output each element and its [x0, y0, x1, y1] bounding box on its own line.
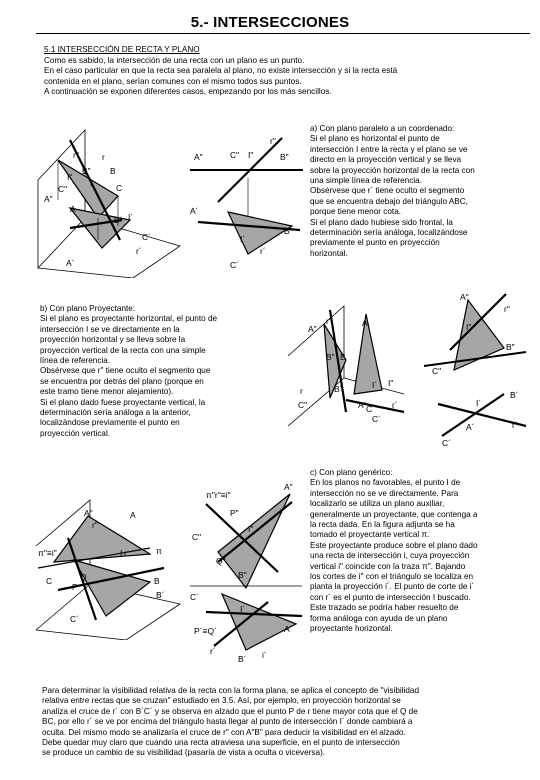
case-c-line: planta la proyección i´. El punto de corte de i´ — [310, 582, 475, 592]
fig1-label: C — [116, 183, 123, 193]
fig1-label: C´ — [142, 232, 151, 242]
intro-line: contenida en el plano, serían comunes con el mismo todos sus puntos. — [44, 76, 302, 86]
fig3-label: A´ — [358, 400, 367, 410]
intro-line: En el caso particular en que la recta sea paralela al plano, no existe intersección y si la recta está — [44, 66, 398, 76]
case-c-line: generalmente un proyectante, que contenga a — [310, 509, 478, 519]
fig2-label: C" — [230, 150, 240, 160]
intro-paragraph — [44, 56, 397, 98]
case-a-line: Si el plano dado hubiese sido frontal, la — [310, 217, 453, 227]
page-title: 5.- INTERSECCIONES — [190, 14, 350, 31]
fig4-label: C´ — [442, 438, 451, 448]
fig6-label: π"r"≡i" — [206, 490, 231, 500]
fig4-label: I" — [466, 322, 472, 332]
case-c-line: la recta dada. En la figura adjunta se ha — [310, 520, 455, 530]
case-b-line: proyección vertical de la recta con una simple — [40, 345, 206, 355]
fig1-label: I´ — [128, 212, 134, 222]
figure-2-dihedral-horizontal-plane — [188, 130, 310, 280]
fig3-label: I´ — [372, 380, 378, 390]
fig5-label: A — [130, 510, 136, 520]
fig5-label: B — [154, 576, 160, 586]
fig6-label: B´ — [238, 654, 247, 664]
case-b-line: proyección horizontal y se lleva sobre la — [40, 335, 186, 345]
fig5-label: A" — [84, 508, 93, 518]
fig2-label: C´ — [230, 260, 239, 270]
section-heading: 5.1 INTERSECCIÓN DE RECTA Y PLANO — [44, 45, 200, 54]
case-b-text — [40, 304, 217, 439]
fig4-label: A´ — [466, 422, 475, 432]
fig3-label: A — [362, 318, 368, 328]
closing-line: Debe quedar muy claro que cuando una recta atraviesa una superficie, en el punto de intersección — [42, 738, 400, 748]
fig1-label: A" — [44, 194, 53, 204]
fig6-label: A" — [284, 482, 293, 492]
fig3-label: C — [366, 404, 373, 414]
case-c-heading: c) Con plano genérico: — [310, 468, 393, 477]
fig6-label: C´ — [190, 592, 199, 602]
figure-1-isometric-horizontal-plane — [30, 128, 190, 278]
case-c-line: localizarlo se utiliza un plano auxiliar, — [310, 499, 445, 509]
case-c-line: Este trazado se podría haber resuelto de — [310, 603, 459, 613]
case-a-line: Si el plano es horizontal el punto de — [310, 134, 440, 144]
fig6-label: A´ — [284, 624, 293, 634]
fig2-label: B" — [280, 152, 289, 162]
case-c-line: intersección no se ve directamente. Para — [310, 488, 459, 498]
fig4-label: B" — [506, 342, 515, 352]
fig1-label: r — [102, 152, 105, 162]
fig2-label: r" — [270, 136, 276, 146]
fig6-label: Q" — [216, 556, 226, 566]
fig1-label: B — [110, 166, 116, 176]
case-c-line: Este proyectante produce sobre el plano dado — [310, 540, 478, 550]
fig5-label: π — [156, 546, 162, 556]
case-b-line: línea de referencia. — [40, 356, 111, 366]
fig4-label: I´ — [476, 398, 482, 408]
fig5-label: C — [46, 576, 53, 586]
fig6-label: I´ — [240, 604, 246, 614]
case-b-line: intersección I se ve directamente en la — [40, 324, 180, 334]
fig1-label: I — [90, 178, 93, 188]
case-a-line: directo en la proyección vertical y se lleva — [310, 155, 462, 165]
case-c-line: los cortes de i" con el triángulo se localiza en — [310, 572, 474, 582]
figure-3-isometric-projecting-plane — [286, 304, 406, 426]
fig4-label: C" — [432, 366, 442, 376]
fig3-label: r´ — [392, 400, 398, 410]
fig4-label: A" — [460, 292, 469, 302]
closing-line: analiza el cruce de r´ con B´C´ y se observa en alzado que el punto P de r tiene mayor cota que el Q de — [42, 706, 418, 716]
case-b-heading: b) Con plano Proyectante: — [40, 304, 136, 313]
fig5-label: r — [124, 548, 127, 558]
fig6-label: P" — [230, 508, 239, 518]
fig2-label: I" — [248, 150, 254, 160]
case-b-line: Obsérvese que r" tiene oculto el segmento que — [40, 366, 211, 376]
fig3-label: r — [300, 386, 303, 396]
closing-paragraph — [42, 686, 419, 759]
fig4-label: B´ — [510, 390, 519, 400]
figure-4-dihedral-projecting-plane — [420, 290, 530, 450]
fig6-label: r´ — [210, 646, 216, 656]
fig1-label: B" — [82, 166, 91, 176]
fig1-label: C" — [58, 184, 68, 194]
fig1-label: I" — [67, 172, 73, 182]
fig2-label: B´ — [284, 226, 293, 236]
case-c-line: con r´ es el punto de intersección I buscado. — [310, 592, 471, 602]
fig6-label: I" — [248, 524, 254, 534]
case-c-text — [310, 468, 478, 635]
fig5-label: Q — [80, 572, 87, 582]
fig3-label: A" — [308, 324, 317, 334]
figure-5-isometric-generic-plane — [32, 498, 184, 640]
fig4-label: r" — [504, 304, 510, 314]
case-b-line: Si el plano dado fuese proyectante vertical, la — [40, 397, 206, 407]
case-b-line: Si el plano es proyectante horizontal, el punto de — [40, 314, 218, 324]
fig5-label: P — [72, 582, 78, 592]
case-c-line: una recta de intersección i, cuya proyección — [310, 551, 470, 561]
fig5-label: C´ — [70, 614, 79, 624]
case-c-line: proyectante horizontal. — [310, 624, 393, 634]
case-a-line: intersección I entre la recta y el plano se ve — [310, 144, 468, 154]
fig1-label: r´ — [136, 246, 142, 256]
fig2-label: r´ — [260, 246, 266, 256]
case-a-line: previamente el punto en proyección — [310, 238, 440, 248]
case-a-text — [310, 124, 475, 259]
closing-line: Para determinar la visibilidad relativa de la recta con la forma plana, se aplica el concepto de "visibilidad — [42, 686, 420, 695]
case-a-line: que se encuentra debajo del triángulo ABC, — [310, 196, 468, 206]
case-b-line: localizándose previamente el punto en — [40, 418, 180, 428]
case-a-heading: a) Con plano paralelo a un coordenado: — [310, 124, 455, 133]
figure-6-dihedral-generic-plane — [186, 482, 306, 672]
fig1-label: A — [70, 204, 76, 214]
case-a-line: porque tiene menor cota. — [310, 207, 402, 217]
fig6-label: i´ — [262, 650, 267, 660]
closing-line: relativa entre rectas que se cruzan" estudiado en 3.5. Así, por ejemplo, en proyección horizontal se — [42, 696, 401, 706]
title-rule — [36, 33, 530, 34]
case-a-line: sobre la proyección horizontal de la recta con — [310, 165, 475, 175]
case-a-line: horizontal. — [310, 248, 348, 258]
closing-line: oculta. Del mismo modo se analizaría el cruce de r" con A"B" para deducir la visibilidad en el alzado. — [42, 727, 406, 737]
case-a-line: Obsérvese que r´ tiene oculto el segmento — [310, 186, 465, 196]
intro-line: Como es sabido, la intersección de una recta con un plano es un punto. — [44, 56, 305, 65]
fig1-label: A´ — [66, 258, 75, 268]
fig5-label: π"≡i" — [38, 548, 57, 558]
case-b-line: determinación sería análoga a la anterior, — [40, 408, 191, 418]
case-c-line: En los planos no favorables, el punto I de — [310, 478, 461, 488]
intro-line: A continuación se exponen diferentes casos, empezando por los más sencillos. — [44, 87, 332, 97]
case-b-line: se encuentra por detrás del plano (porque en — [40, 376, 204, 386]
fig3-label: I" — [388, 378, 394, 388]
fig3-label: B" — [326, 352, 335, 362]
case-b-line: este tramo tiene menor alejamiento). — [40, 387, 174, 397]
fig6-label: B" — [238, 570, 247, 580]
fig3-label: B — [340, 352, 346, 362]
fig5-label: B´ — [156, 590, 165, 600]
case-c-line: tomado el proyectante vertical π. — [310, 530, 430, 540]
closing-line: se produce un cambio de su visibilidad (pasaría de vista a oculta o viceversa). — [42, 748, 326, 758]
fig3-label: r" — [326, 316, 332, 326]
case-c-line: vertical i" coincide con la traza π". Bajando — [310, 561, 466, 571]
fig3-label: I — [338, 368, 341, 378]
closing-line: BC, por ello r´ se ve por encima del triángulo hasta llegar al punto de intersección I´ donde cambiará a — [42, 717, 413, 727]
case-a-line: una simple línea de referencia. — [310, 176, 422, 186]
case-b-line: proyección vertical. — [40, 428, 111, 438]
fig2-label: A´ — [190, 206, 199, 216]
fig2-label: A" — [194, 152, 203, 162]
case-c-line: forma análoga con ayuda de un plano — [310, 613, 448, 623]
fig3-label: B´ — [334, 384, 343, 394]
fig3-label: C" — [298, 400, 308, 410]
fig5-label: I — [120, 548, 123, 558]
fig1-label: B´ — [114, 215, 123, 225]
case-a-line: determinación sería análoga, localizándose — [310, 228, 468, 238]
fig4-label: r´ — [512, 420, 518, 430]
fig5-label: r" — [92, 520, 98, 530]
fig3-label: C´ — [372, 414, 381, 424]
fig6-label: C" — [192, 532, 202, 542]
fig2-label: I´ — [240, 234, 246, 244]
fig1-label: r" — [73, 150, 79, 160]
fig6-label: P´≡Q´ — [194, 626, 217, 636]
